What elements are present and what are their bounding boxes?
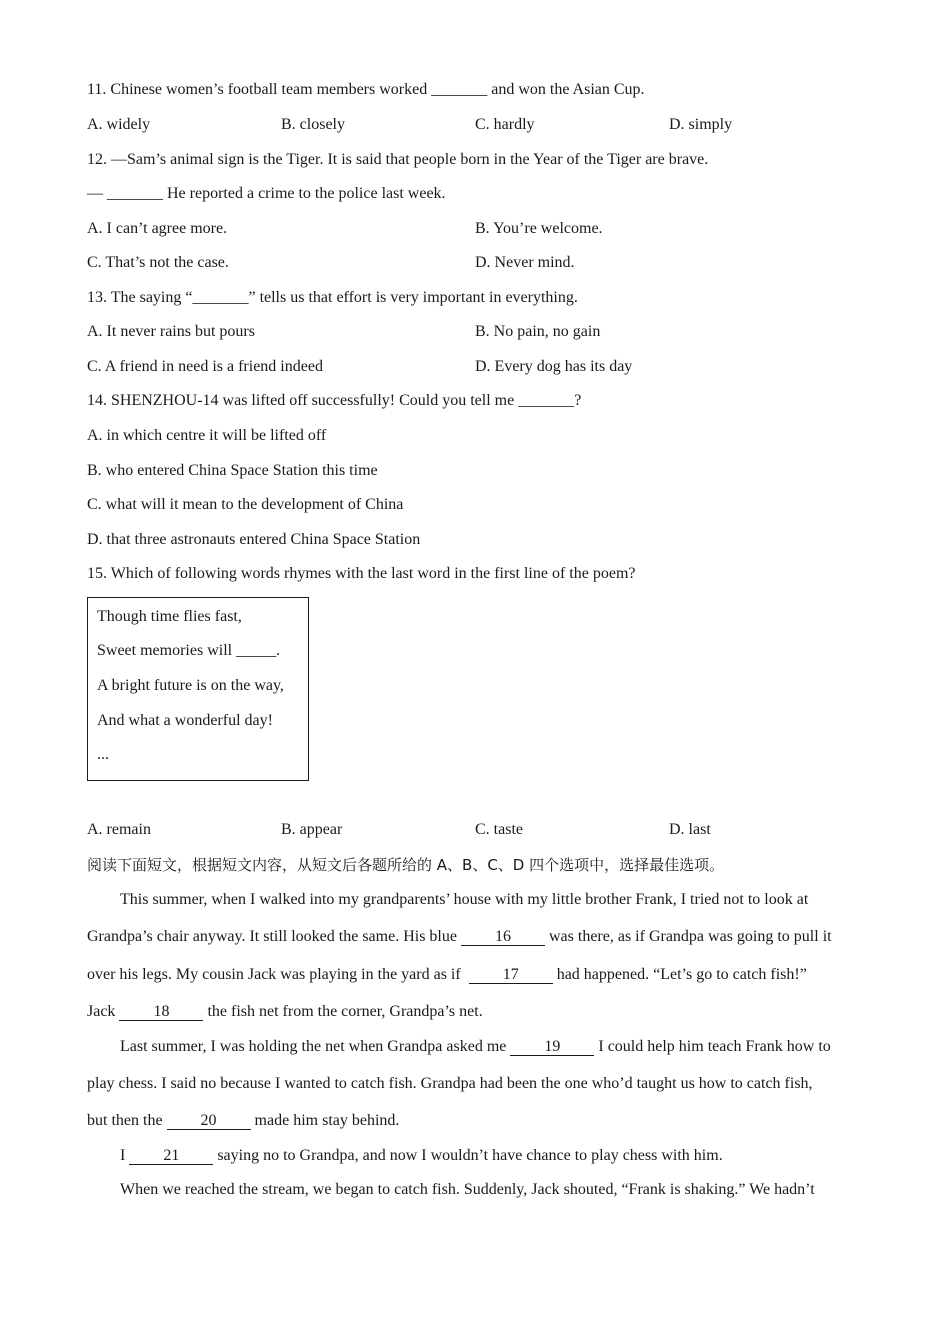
cloze-blank-18: 18 bbox=[119, 1004, 203, 1021]
q12-option-b: B. You’re welcome. bbox=[475, 220, 603, 237]
q13-option-a: A. It never rains but pours bbox=[87, 323, 255, 340]
q11-option-a: A. widely bbox=[87, 116, 151, 133]
passage-text: saying no to Grandpa, and now I wouldn’t have chance to play chess with him. bbox=[217, 1147, 723, 1164]
q15-option-b: B. appear bbox=[281, 821, 343, 838]
poem-line-2: Sweet memories will _____. bbox=[97, 642, 281, 659]
poem-line-1: Though time flies fast, bbox=[97, 608, 242, 625]
passage-p2-line3 bbox=[87, 1111, 399, 1131]
q11-stem: 11. Chinese women’s football team members worked _______ and won the Asian Cup. bbox=[87, 81, 645, 98]
q12-option-a: A. I can’t agree more. bbox=[87, 220, 228, 237]
poem-line-4: And what a wonderful day! bbox=[97, 712, 273, 729]
cloze-blank-17: 17 bbox=[469, 967, 553, 984]
passage-text: had happened. “Let’s go to catch fish!” bbox=[556, 966, 807, 983]
q14-option-b: B. who entered China Space Station this time bbox=[87, 462, 378, 479]
cloze-blank-19: 19 bbox=[510, 1039, 594, 1056]
q13-stem: 13. The saying “_______” tells us that effort is very important in everything. bbox=[87, 289, 578, 306]
cloze-blank-20: 20 bbox=[167, 1113, 251, 1130]
poem-line-5: ... bbox=[97, 746, 109, 763]
passage-p2-line1 bbox=[87, 1037, 831, 1057]
q12-stem: 12. —Sam’s animal sign is the Tiger. It is said that people born in the Year of the Tiger are brave. bbox=[87, 151, 709, 168]
poem-line-3: A bright future is on the way, bbox=[97, 677, 284, 694]
passage-text: I could help him teach Frank how to bbox=[598, 1038, 831, 1055]
passage-text: was there, as if Grandpa was going to pull it bbox=[548, 928, 832, 945]
q13-option-d: D. Every dog has its day bbox=[475, 358, 633, 375]
passage-text: but then the bbox=[87, 1112, 163, 1129]
q12-option-d: D. Never mind. bbox=[475, 254, 575, 271]
passage-p1-line2 bbox=[87, 927, 832, 947]
reading-instructions: 阅读下面短文，根据短文内容，从短文后各题所给的 A、B、C、D 四个选项中，选择最佳选项。 bbox=[87, 856, 725, 874]
passage-text: Grandpa’s chair anyway. It still looked the same. His blue bbox=[87, 928, 457, 945]
passage-p2-line2: play chess. I said no because I wanted to catch fish. Grandpa had been the one who’d taught us how to catch fish, bbox=[87, 1075, 813, 1092]
passage-p3 bbox=[87, 1146, 723, 1166]
passage-text: Last summer, I was holding the net when Grandpa asked me bbox=[120, 1038, 507, 1055]
passage-text: Jack bbox=[87, 1003, 116, 1020]
q15-option-d: D. last bbox=[669, 821, 711, 838]
q14-option-a: A. in which centre it will be lifted off bbox=[87, 427, 327, 444]
passage-text: made him stay behind. bbox=[254, 1112, 400, 1129]
q11-option-c: C. hardly bbox=[475, 116, 535, 133]
q12-option-c: C. That’s not the case. bbox=[87, 254, 229, 271]
poem-box bbox=[87, 597, 309, 781]
cloze-blank-16: 16 bbox=[461, 929, 545, 946]
passage-p1-line1: This summer, when I walked into my grandparents’ house with my little brother Frank, I tried not to look at bbox=[120, 891, 809, 908]
q11-option-d: D. simply bbox=[669, 116, 733, 133]
cloze-blank-21: 21 bbox=[129, 1148, 213, 1165]
q13-option-c: C. A friend in need is a friend indeed bbox=[87, 358, 323, 375]
passage-p1-line4 bbox=[87, 1002, 483, 1022]
q11-option-b: B. closely bbox=[281, 116, 345, 133]
passage-text: over his legs. My cousin Jack was playing in the yard as if bbox=[87, 966, 461, 983]
passage-p1-line3 bbox=[87, 965, 807, 985]
passage-p4: When we reached the stream, we began to catch fish. Suddenly, Jack shouted, “Frank is shaking.” We hadn’t bbox=[120, 1181, 815, 1198]
q14-stem: 14. SHENZHOU-14 was lifted off successfully! Could you tell me _______? bbox=[87, 392, 582, 409]
q15-option-a: A. remain bbox=[87, 821, 151, 838]
q14-option-c: C. what will it mean to the development of China bbox=[87, 496, 404, 513]
passage-text: I bbox=[120, 1147, 126, 1164]
q15-option-c: C. taste bbox=[475, 821, 523, 838]
q13-option-b: B. No pain, no gain bbox=[475, 323, 601, 340]
q15-stem: 15. Which of following words rhymes with the last word in the first line of the poem? bbox=[87, 565, 636, 582]
passage-text: the fish net from the corner, Grandpa’s net. bbox=[207, 1003, 483, 1020]
q14-option-d: D. that three astronauts entered China Space Station bbox=[87, 531, 421, 548]
q12-reply: — _______ He reported a crime to the police last week. bbox=[87, 185, 446, 202]
